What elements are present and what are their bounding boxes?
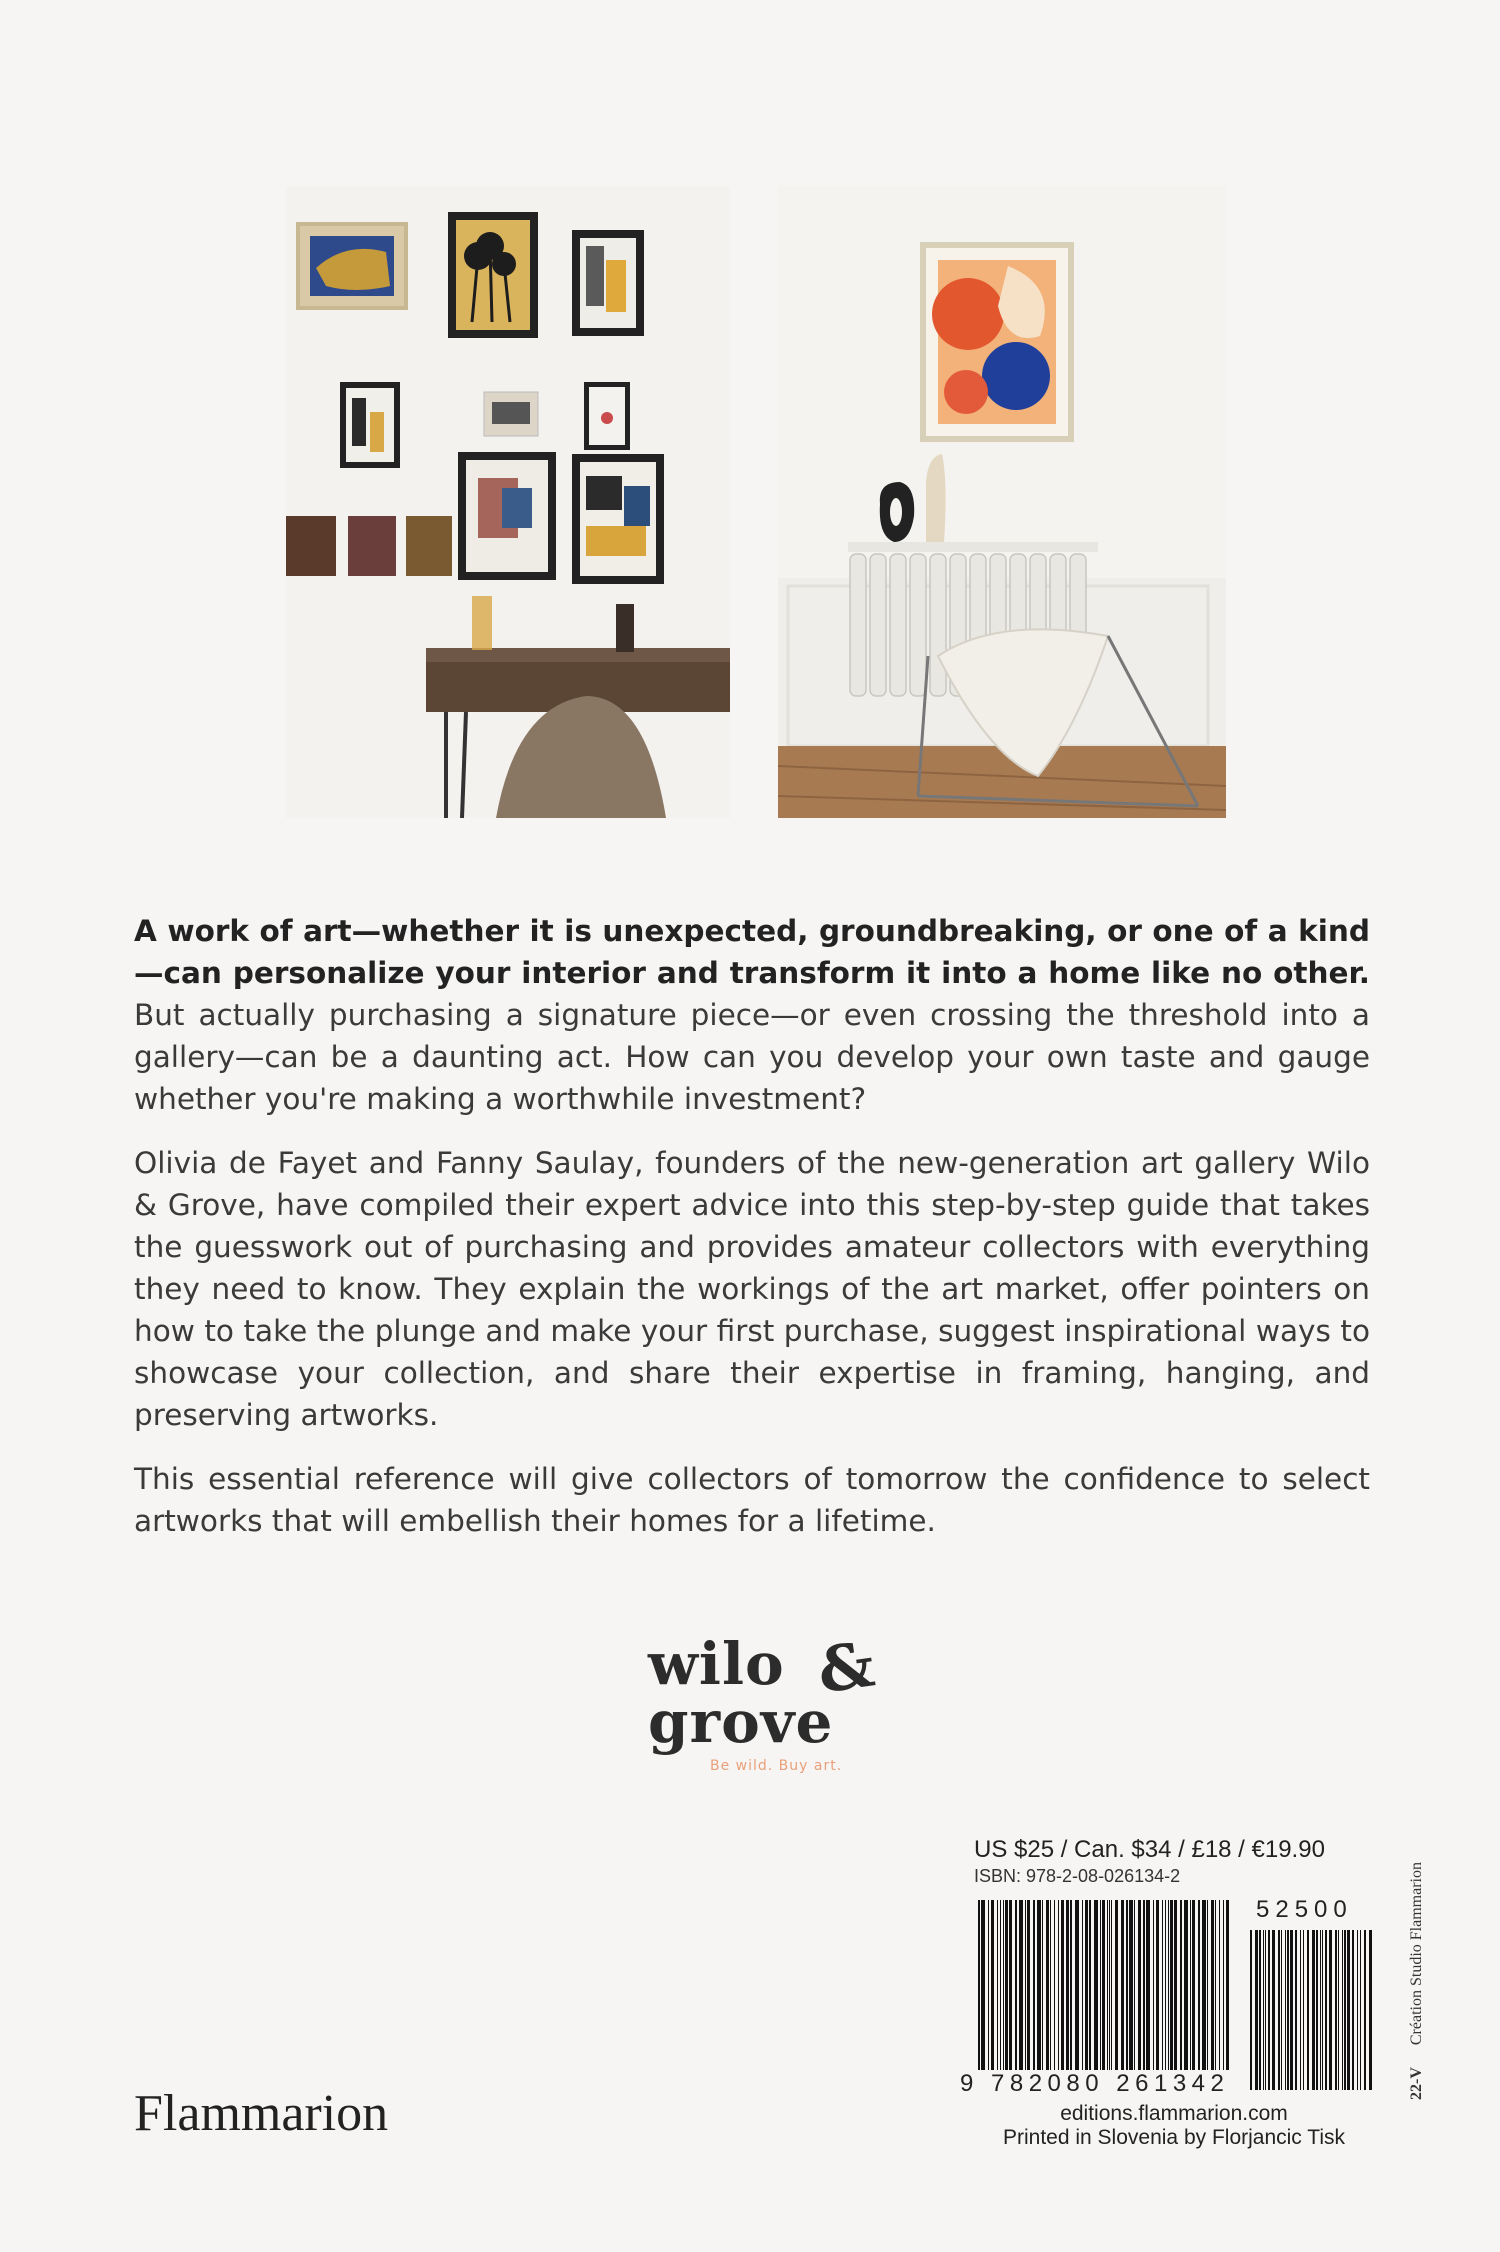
barcode-bar (1325, 1930, 1327, 2090)
barcode-bar (1129, 1900, 1133, 2070)
barcode-bar (1307, 1930, 1309, 2090)
barcode-bar (1281, 1930, 1282, 2090)
barcode-bar (1219, 1900, 1220, 2070)
barcode-bar (1126, 1900, 1128, 2070)
barcode-bar (988, 1900, 989, 2070)
barcode-bar (1025, 1900, 1026, 2070)
barcode-bar (1100, 1900, 1101, 2070)
barcode-bar (1347, 1930, 1350, 2090)
printer-credit: Printed in Slovenia by Florjancic Tisk (1003, 2126, 1345, 2149)
barcode-bar (1226, 1900, 1229, 2070)
barcode-bar (1170, 1900, 1173, 2070)
barcode-bar (1050, 1900, 1051, 2070)
barcode-bar (1278, 1930, 1280, 2090)
barcode-bar (1190, 1900, 1191, 2070)
barcode-bar (1369, 1930, 1372, 2090)
interior-photo-gallery-wall (286, 186, 730, 818)
design-credit-text: Création Studio Flammarion (1408, 1862, 1425, 2046)
barcode-bar (991, 1900, 994, 2070)
barcode-bar (1223, 1900, 1224, 2070)
ean-digits: 9 782080 261342 (960, 2070, 1230, 2097)
barcode-bar (1192, 1900, 1195, 2070)
barcode-bar (997, 1900, 998, 2070)
barcode-bar (1146, 1900, 1150, 2070)
barcode-bar (1312, 1930, 1315, 2090)
barcode-bar (1215, 1900, 1216, 2070)
logo-word-wilo: wilo (648, 1630, 785, 1698)
barcode-bar (1360, 1930, 1361, 2090)
barcode-bar (1303, 1930, 1304, 2090)
logo-tagline: Be wild. Buy art. (710, 1758, 843, 1774)
price-line: US $25 / Can. $34 / £18 / €19.90 (974, 1836, 1325, 1863)
barcode-bar (1268, 1930, 1270, 2090)
barcode-bar (1019, 1900, 1023, 2070)
barcode-bar (1290, 1930, 1293, 2090)
description-paragraph-1 (134, 910, 1370, 1120)
barcode-bar (1121, 1900, 1124, 2070)
publisher-name: Flammarion (134, 2085, 389, 2142)
description-paragraph-3: This essential reference will give collectors of tomorrow the confidence to select artworks that will embellish their homes for a lifetime. (134, 1462, 1370, 1538)
barcode-bar (1005, 1900, 1008, 2070)
barcode-addon-digits: 52500 (1256, 1896, 1353, 1923)
barcode-bar (1295, 1930, 1297, 2090)
barcode-bar (1329, 1930, 1332, 2090)
barcode-bar (1207, 1900, 1208, 2070)
barcode-bar (1143, 1900, 1145, 2070)
logo-ampersand: & (813, 1627, 879, 1708)
barcode-bar (1342, 1930, 1343, 2090)
barcode-bar (1338, 1930, 1339, 2090)
gallery-wall-illustration (286, 186, 730, 818)
barcode-bar (1168, 1900, 1169, 2070)
barcode-bar (1211, 1900, 1214, 2070)
barcode-bar (1287, 1930, 1289, 2090)
price-block (974, 1836, 1374, 1887)
barcode-bar (1184, 1900, 1188, 2070)
barcode-bar (1202, 1900, 1206, 2070)
barcode-bar (1003, 1900, 1004, 2070)
isbn-line: ISBN: 978-2-08-026134-2 (974, 1866, 1181, 1886)
barcode-bar (1138, 1900, 1141, 2070)
barcode-bar (1042, 1900, 1043, 2070)
barcode-bar (1316, 1930, 1318, 2090)
barcode-bar (1102, 1900, 1105, 2070)
barcode-bar (1263, 1930, 1264, 2090)
logo-word-grove: grove (648, 1688, 834, 1756)
barcode-bar (1198, 1900, 1200, 2070)
barcode-bar (1352, 1930, 1354, 2090)
barcode-bar (978, 1900, 980, 2070)
barcode-bar (1075, 1900, 1079, 2070)
barcode-bar (1089, 1900, 1091, 2070)
barcode-bar (1070, 1900, 1072, 2070)
barcode-bar (1085, 1900, 1088, 2070)
barcode-bar (1265, 1930, 1266, 2090)
book-description (134, 910, 1370, 1564)
barcode-bar (1180, 1900, 1182, 2070)
barcode-bar (1109, 1900, 1110, 2070)
barcode-bar (1027, 1900, 1030, 2070)
barcode-bar (1015, 1900, 1017, 2070)
barcode-bar (1285, 1930, 1286, 2090)
barcode-bar (1054, 1900, 1055, 2070)
barcode-bar (1082, 1900, 1083, 2070)
design-credit-code: 22-V (1408, 2067, 1425, 2100)
barcode-bar (1259, 1930, 1261, 2090)
barcode-bar (1357, 1930, 1358, 2090)
barcode-bar (1300, 1930, 1301, 2090)
barcode-bar (1115, 1900, 1118, 2070)
barcode-bar (1165, 1900, 1166, 2070)
barcode-bar (1094, 1900, 1098, 2070)
description-lead-continuation: But actually purchasing a signature piece—or even crossing the threshold into a gallery—can be a daunting act. How can you develop your own taste and gauge whether you're making a worthwhile investment? (134, 998, 1370, 1116)
barcode-bar (1320, 1930, 1321, 2090)
radiator-scene-illustration (778, 186, 1226, 818)
barcode-bar (1066, 1900, 1069, 2070)
barcode-bar (1335, 1930, 1337, 2090)
barcode-bar (1250, 1930, 1252, 2090)
barcode-bar (1272, 1930, 1275, 2090)
barcode-bar (1344, 1930, 1346, 2090)
barcode-bar (1009, 1900, 1012, 2070)
barcode-bar (1107, 1900, 1108, 2070)
publisher-website: editions.flammarion.com (1060, 2102, 1288, 2125)
description-paragraph-2: Olivia de Fayet and Fanny Saulay, founders of the new-generation art gallery Wilo & Grove, have compiled their expert advice into this step-by-step guide that takes the guesswork out of purchasing and provides amateur collectors with everything they need to know. They explain the workings of the art market, offer pointers on how to take the plunge and make your first purchase, suggest inspirational ways to showcase your collection, and share their expertise in framing, hanging, and preserving artworks. (134, 1146, 1370, 1432)
barcode-bar (1364, 1930, 1366, 2090)
barcode-bar (1033, 1900, 1035, 2070)
barcode-bar (1255, 1930, 1258, 2090)
barcode-bar (981, 1900, 985, 2070)
barcode-bar (1037, 1900, 1041, 2070)
barcode-bar (1134, 1900, 1135, 2070)
barcode-bar (1058, 1900, 1059, 2070)
design-credit (1408, 1862, 1426, 2100)
description-lead: A work of art—whether it is unexpected, groundbreaking, or one of a kind—can personalize your interior and transform it into a home like no other. (134, 914, 1370, 990)
interior-photo-radiator (778, 186, 1226, 818)
barcode-bar (1111, 1900, 1112, 2070)
price-addon-barcode (1246, 1930, 1376, 2090)
barcode-bar (1061, 1900, 1064, 2070)
barcode-bar (1162, 1900, 1163, 2070)
wilo-grove-logo (640, 1627, 880, 1785)
isbn-barcode (974, 1900, 1234, 2090)
barcode-bar (1153, 1900, 1154, 2070)
barcode-bar (1046, 1900, 1049, 2070)
barcode-bar (1000, 1900, 1001, 2070)
barcode-bar (1322, 1930, 1323, 2090)
barcode-bar (1174, 1900, 1177, 2070)
barcode-bar (1156, 1900, 1159, 2070)
